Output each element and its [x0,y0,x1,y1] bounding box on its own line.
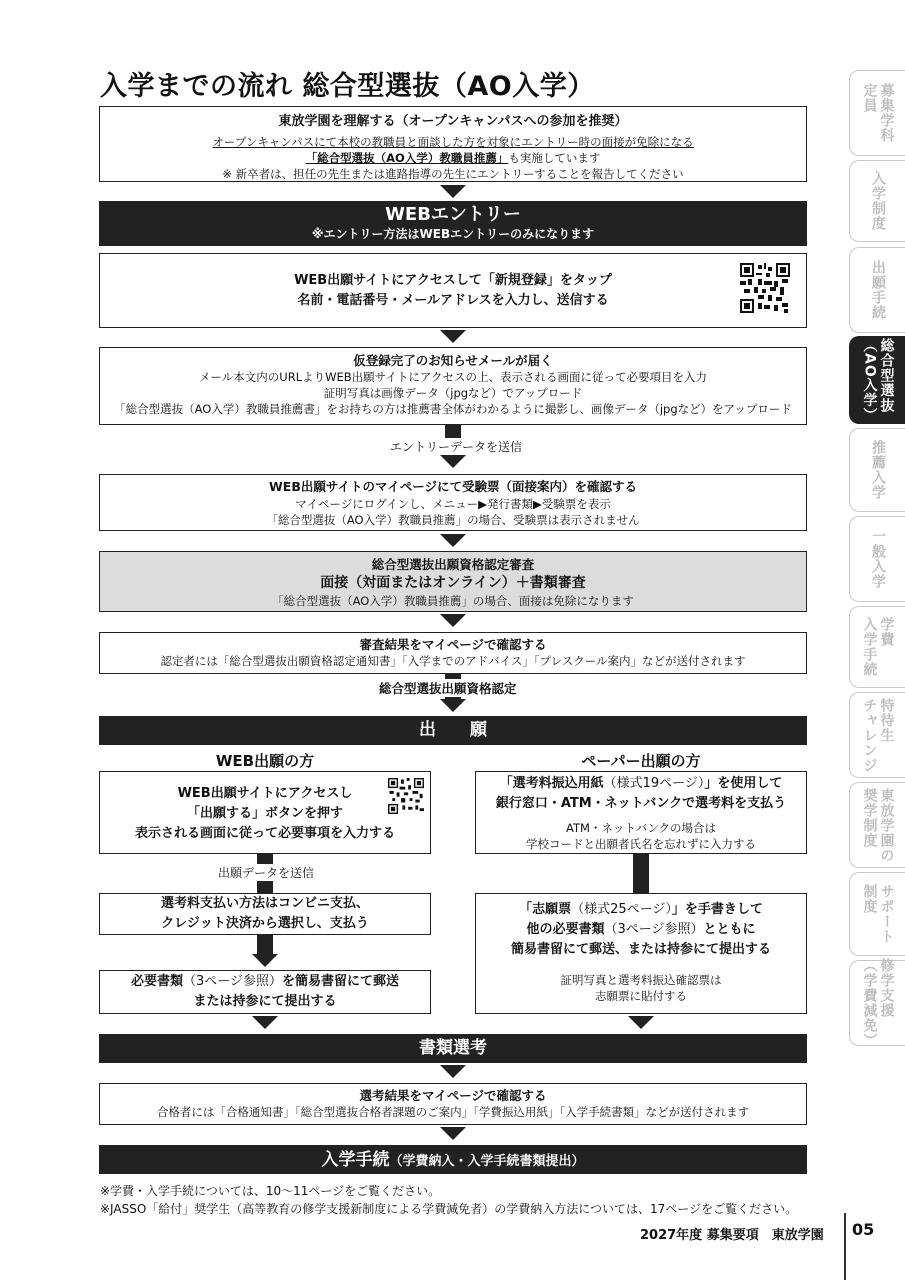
tab-admission-system[interactable] [849,160,905,242]
step-understand-heading: 東放学園を理解する（オープンキャンパスへの参加を推奨） [278,114,628,129]
web-payment-box [99,893,431,935]
web-entry-note: ※エントリー方法はWEBエントリーのみになります [311,227,595,241]
flow-arrow [628,1016,654,1029]
flow-arrow [440,1127,466,1140]
web-payment-line1: 選考料支払い方法はコンビニ支払、 [160,896,369,911]
web-documents-box [99,970,431,1014]
tab-label: 一般入学 [870,529,886,589]
web-application-title: WEB出願の方 [215,752,315,770]
paper-documents-line2 [476,920,806,940]
tab-label: 学費 入学手続 [861,617,895,677]
paper-documents-box [475,893,807,1014]
step-understand-line1: オープンキャンパスにて本校の教職員と面談した方を対象にエントリー時の面接が免除になる [212,135,694,149]
flow-arrow [252,1016,278,1029]
tab-general[interactable] [849,516,905,602]
tab-ao-admission[interactable] [849,336,905,424]
footnote-fees: ※学費・入学手続については、10～11ページをご覧ください。 [100,1184,441,1198]
paper-documents-bold3: 他の必要書類 [526,922,605,937]
web-entry-title: WEBエントリー [385,204,521,225]
web-apply-line2: 「出願する」ボタンを押す [186,806,343,821]
teacher-recommend-label: 「総合型選抜（AO入学）教職員推薦」 [305,151,509,165]
step-understand-line3: ※ 新卒者は、担任の先生または進路指導の先生にエントリーすることを報告してください [222,167,684,181]
step-mypage-line1: マイページにログインし、メニュー▶発行書類▶受験票を表示 [295,497,611,511]
step-register-box [99,253,807,328]
step-understand-box [99,106,807,182]
footnote-jasso: ※JASSO「給付」奨学生（高等教育の修学支援新制度による学費減免者）の学費納入方法については、17ページをご覧ください。 [100,1202,798,1216]
step-screening-box [99,551,807,612]
paper-documents-line3: 簡易書留にて郵送、または持参にて提出する [510,942,771,957]
web-documents-line1 [100,972,430,992]
paper-payment-line1 [476,774,806,794]
tab-label: 東放学園の 奨学制度 [861,787,895,863]
tab-scholarship-system[interactable] [849,782,905,868]
tab-label: 推薦入学 [870,440,886,500]
web-documents-bold2: を簡易書留にて郵送 [282,974,400,989]
paper-payment-bold2: 」を使用して [704,776,783,791]
paper-documents-bold1: 「志願票 [519,902,572,917]
flow-arrow [440,1065,466,1078]
step-mypage-heading: WEB出願サイトのマイページにて受験票（面接案内）を確認する [269,479,637,494]
tab-scholarship-challenge[interactable] [849,692,905,778]
step-register-line1: WEB出願サイトにアクセスして「新規登録」をタップ [294,273,612,288]
tab-label: 入学制度 [870,171,886,231]
step-screening-heading: 総合型選抜出願資格認定審査 [371,557,535,572]
tab-recommendation[interactable] [849,428,905,512]
step-temp-line1: メール本文内のURLよりWEB出願サイトにアクセスの上、表示される画面に従って必要項目を入力 [199,370,707,384]
web-connector-label: 出願データを送信 [214,864,318,881]
paper-documents-line1 [476,900,806,920]
step-temp-registration-box [99,347,807,425]
flow-connector [633,854,649,894]
step-screening-line1: 「総合型選抜（AO入学）教職員推薦」の場合、面接は免除になります [272,594,634,608]
paper-payment-note1: ATM・ネットバンクの場合は [566,821,716,835]
step-result-heading: 審査結果をマイページで確認する [359,637,547,652]
paper-payment-note2: 学校コードと出願者氏名を忘れずに入力する [526,837,756,851]
teacher-recommend-rest: も実施しています [508,151,601,165]
step-result-line1: 認定者には「総合型選抜出願資格認定通知書」「入学までのアドバイス」「プレスクール案内」などが送付されます [160,654,746,668]
tab-support[interactable] [849,872,905,956]
paper-documents-note2: 志願票に貼付する [595,989,687,1003]
step-mypage-line2: 「総合型選抜（AO入学）教職員推薦」の場合、受験票は表示されません [266,513,640,527]
footer-divider [844,1213,846,1280]
qr-code-icon[interactable] [740,263,790,313]
page-title: 入学までの流れ 総合型選抜（AO入学） [100,71,595,102]
web-documents-line2: または持参にて提出する [193,994,337,1009]
step-understand-line2 [100,150,806,166]
paper-documents-bold4: とともに [703,922,756,937]
tab-fees[interactable] [849,606,905,688]
enrollment-bar [99,1145,807,1174]
tab-label: 総合型選抜 （AO入学） [861,337,895,423]
paper-payment-box [475,771,807,854]
flow-arrow [252,954,278,967]
step-register-line2: 名前・電話番号・メールアドレスを入力し、送信する [297,293,609,308]
connector-entry-label: エントリーデータを送信 [386,438,526,455]
enrollment-sub: （学費納入・入学手続書類提出） [389,1154,585,1169]
flow-arrow [440,185,466,198]
step-temp-line3: 「総合型選抜（AO入学）教職員推薦書」をお持ちの方は推薦書全体がわかるように撮影し、画像データ（jpgなど）をアップロード [114,402,792,416]
web-apply-box [99,771,431,854]
web-apply-line1: WEB出願サイトにアクセスし [177,786,353,801]
tab-label: 出願手続 [870,260,886,320]
flow-connector [257,935,273,955]
tab-study-support[interactable] [849,960,905,1046]
tab-label: 募集学科 定員 [861,83,895,143]
paper-payment-line2: 銀行窓口・ATM・ネットバンクで選考料を支払う [495,796,787,811]
web-payment-line2: クレジット決済から選択し、支払う [161,916,369,931]
paper-payment-bold1: 「選考料振込用紙 [499,776,604,791]
paper-documents-bold2: 」を手書きして [671,902,763,917]
step-mypage-ticket-box [99,474,807,531]
paper-payment-normal: （様式19ページ） [603,776,705,791]
tab-label: サポート 制度 [861,884,895,944]
paper-application-title: ペーパー出願の方 [581,752,701,770]
step-temp-heading: 仮登録完了のお知らせメールが届く [353,353,553,368]
flow-arrow [440,614,466,627]
paper-documents-normal1: （様式25ページ） [571,902,672,917]
footer-text: 2027年度 募集要項 東放学園 [640,1228,824,1243]
screening-bar: 書類選考 [99,1034,807,1063]
flow-arrow [440,455,466,468]
tab-label: 特待生 チャレンジ [861,697,895,773]
flow-arrow [440,534,466,547]
qr-code-icon[interactable] [388,778,424,814]
certified-label: 総合型選抜出願資格認定 [373,679,523,697]
paper-documents-note1: 証明写真と選考料振込確認票は [560,973,722,987]
web-apply-line3: 表示される画面に従って必要事項を入力する [134,826,395,841]
flow-arrow [440,330,466,343]
web-entry-bar [99,201,807,246]
selection-result-line1: 合格者には「合格通知書」「総合型選抜合格者課題のご案内」「学費振込用紙」「入学手続書類」などが送付されます [156,1105,750,1119]
step-screening-sub: 面接（対面またはオンライン）＋書類審査 [320,575,586,591]
tab-application[interactable] [849,247,905,333]
selection-result-box [99,1083,807,1125]
web-documents-normal: （3ページ参照） [182,974,282,989]
page-number: 05 [852,1220,875,1239]
step-temp-line2: 証明写真は画像データ（jpgなど）でアップロード [323,386,583,400]
paper-documents-normal2: （3ページ参照） [604,922,704,937]
web-documents-bold1: 必要書類 [130,974,183,989]
step-result-box [99,632,807,674]
flow-arrow [440,699,466,712]
application-bar: 出 願 [99,716,807,745]
enrollment-main: 入学手続 [321,1150,390,1170]
tab-label: 修学支援 （学費減免） [861,958,895,1048]
selection-result-heading: 選考結果をマイページで確認する [359,1088,547,1103]
tab-recruitment[interactable] [849,70,905,156]
